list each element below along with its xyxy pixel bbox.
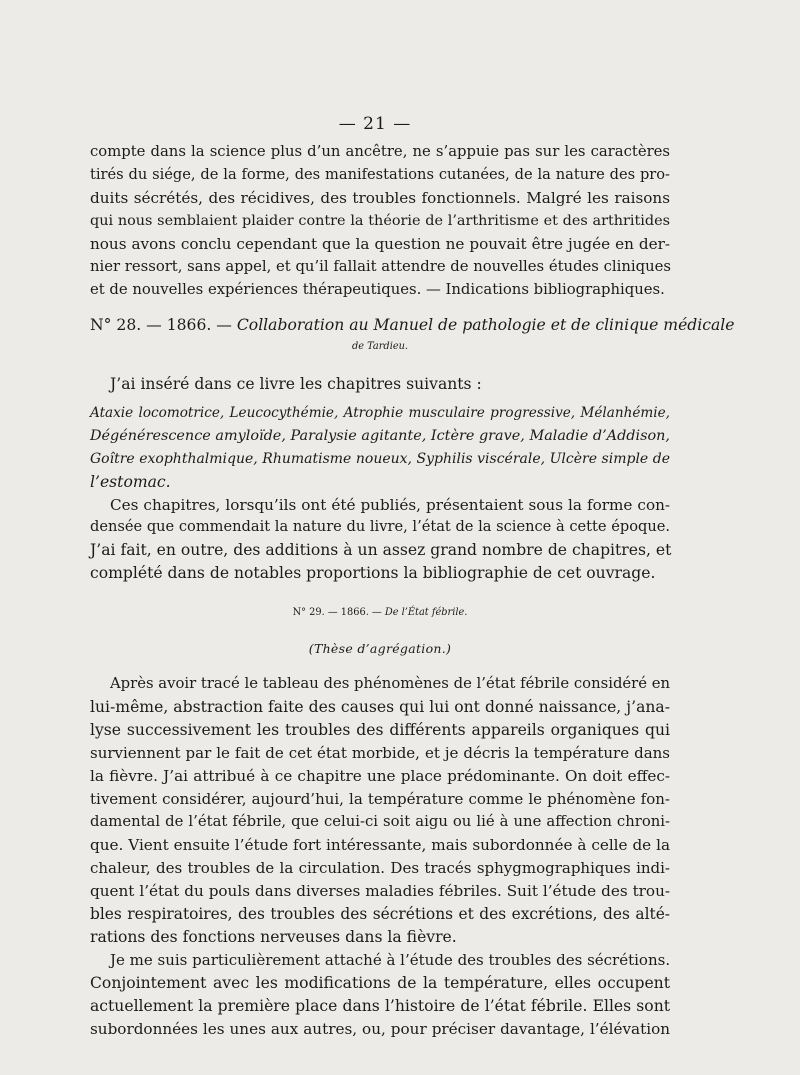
text-line: que. Vient ensuite l’étude fort intéressante, mais subordonnée à celle de la <box>90 836 670 854</box>
text-line: tirés du siége, de la forme, des manifestations cutanées, de la nature des pro- <box>90 166 670 183</box>
entry-28-number: N° 28. — 1866. — <box>90 316 232 334</box>
entry-28-title-line2: de Tardieu. <box>351 341 409 352</box>
entry-29-number: N° 29. — 1866. — <box>292 607 382 618</box>
text-line: damental de l’état fébrile, que celui-ci soit aigu ou lié à une affection chroni- <box>90 813 670 830</box>
text-line: Conjointement avec les modifications de la température, elles occupent <box>90 974 670 992</box>
text-line: bles respiratoires, des troubles des sécrétions et des excrétions, des alté- <box>90 905 670 923</box>
entry-28-intro: J’ai inséré dans ce livre les chapitres suivants : <box>110 375 482 393</box>
text-line: subordonnées les unes aux autres, ou, pour préciser davantage, l’élévation <box>90 1020 670 1038</box>
text-line: lyse successivement les troubles des différents appareils organiques qui <box>90 721 670 739</box>
entry-29-heading <box>0 602 760 624</box>
chapter-list-line: Dégénérescence amyloïde, Paralysie agitante, Ictère grave, Maladie d’Addison, <box>90 428 670 444</box>
entry-28-title: Collaboration au Manuel de pathologie et de clinique médicale <box>236 316 735 334</box>
text-line: tivement considérer, aujourd’hui, la température comme le phénomène fon- <box>90 790 670 808</box>
chapter-list-line: l’estomac. <box>90 473 171 491</box>
text-line: rations des fonctions nerveuses dans la fièvre. <box>90 928 457 946</box>
entry-28-heading <box>90 314 735 336</box>
text-line: et de nouvelles expériences thérapeutiques. — Indications bibliographiques. <box>90 281 665 298</box>
text-line: la fièvre. J’ai attribué à ce chapitre une place prédominante. On doit effec- <box>90 767 670 785</box>
text-line: actuellement la première place dans l’histoire de l’état fébrile. Elles sont <box>90 997 670 1015</box>
entry-29-title: De l’État fébrile. <box>384 607 468 618</box>
text-line: Ces chapitres, lorsqu’ils ont été publiés, présentaient sous la forme con- <box>110 496 670 514</box>
chapter-list-line: Ataxie locomotrice, Leucocythémie, Atrophie musculaire progressive, Mélanhémie, <box>90 405 670 421</box>
chapter-list-line: Goître exophthalmique, Rhumatisme noueux, Syphilis viscérale, Ulcère simple de <box>90 451 670 467</box>
text-line: surviennent par le fait de cet état morbide, et je décris la température dans <box>90 744 670 762</box>
text-line: duits sécrétés, des récidives, des troubles fonctionnels. Malgré les raisons <box>90 189 670 207</box>
text-line: complété dans de notables proportions la bibliographie de cet ouvrage. <box>90 564 656 582</box>
text-line: Après avoir tracé le tableau des phénomènes de l’état fébrile considéré en <box>110 675 670 692</box>
text-line: quent l’état du pouls dans diverses maladies fébriles. Suit l’étude des trou- <box>90 882 670 900</box>
text-line: Je me suis particulièrement attaché à l’étude des troubles des sécrétions. <box>110 951 671 969</box>
text-line: nous avons conclu cependant que la question ne pouvait être jugée en der- <box>90 235 670 253</box>
text-line: lui-même, abstraction faite des causes qui lui ont donné naissance, j’ana- <box>90 698 670 716</box>
text-line: densée que commendait la nature du livre, l’état de la science à cette époque. <box>90 518 670 535</box>
text-line: J’ai fait, en outre, des additions à un assez grand nombre de chapitres, et <box>90 541 672 559</box>
text-line: qui nous semblaient plaider contre la théorie de l’arthritisme et des arthritides <box>90 213 670 229</box>
text-line: compte dans la science plus d’un ancêtre, ne s’appuie pas sur les caractères <box>90 143 670 160</box>
text-line: chaleur, des troubles de la circulation. Des tracés sphygmographiques indi- <box>90 859 670 877</box>
text-line: nier ressort, sans appel, et qu’il fallait attendre de nouvelles études cliniques <box>90 258 671 275</box>
entry-29-subtitle: (Thèse d’agrégation.) <box>308 641 452 656</box>
page-number: — 21 — <box>338 114 412 134</box>
